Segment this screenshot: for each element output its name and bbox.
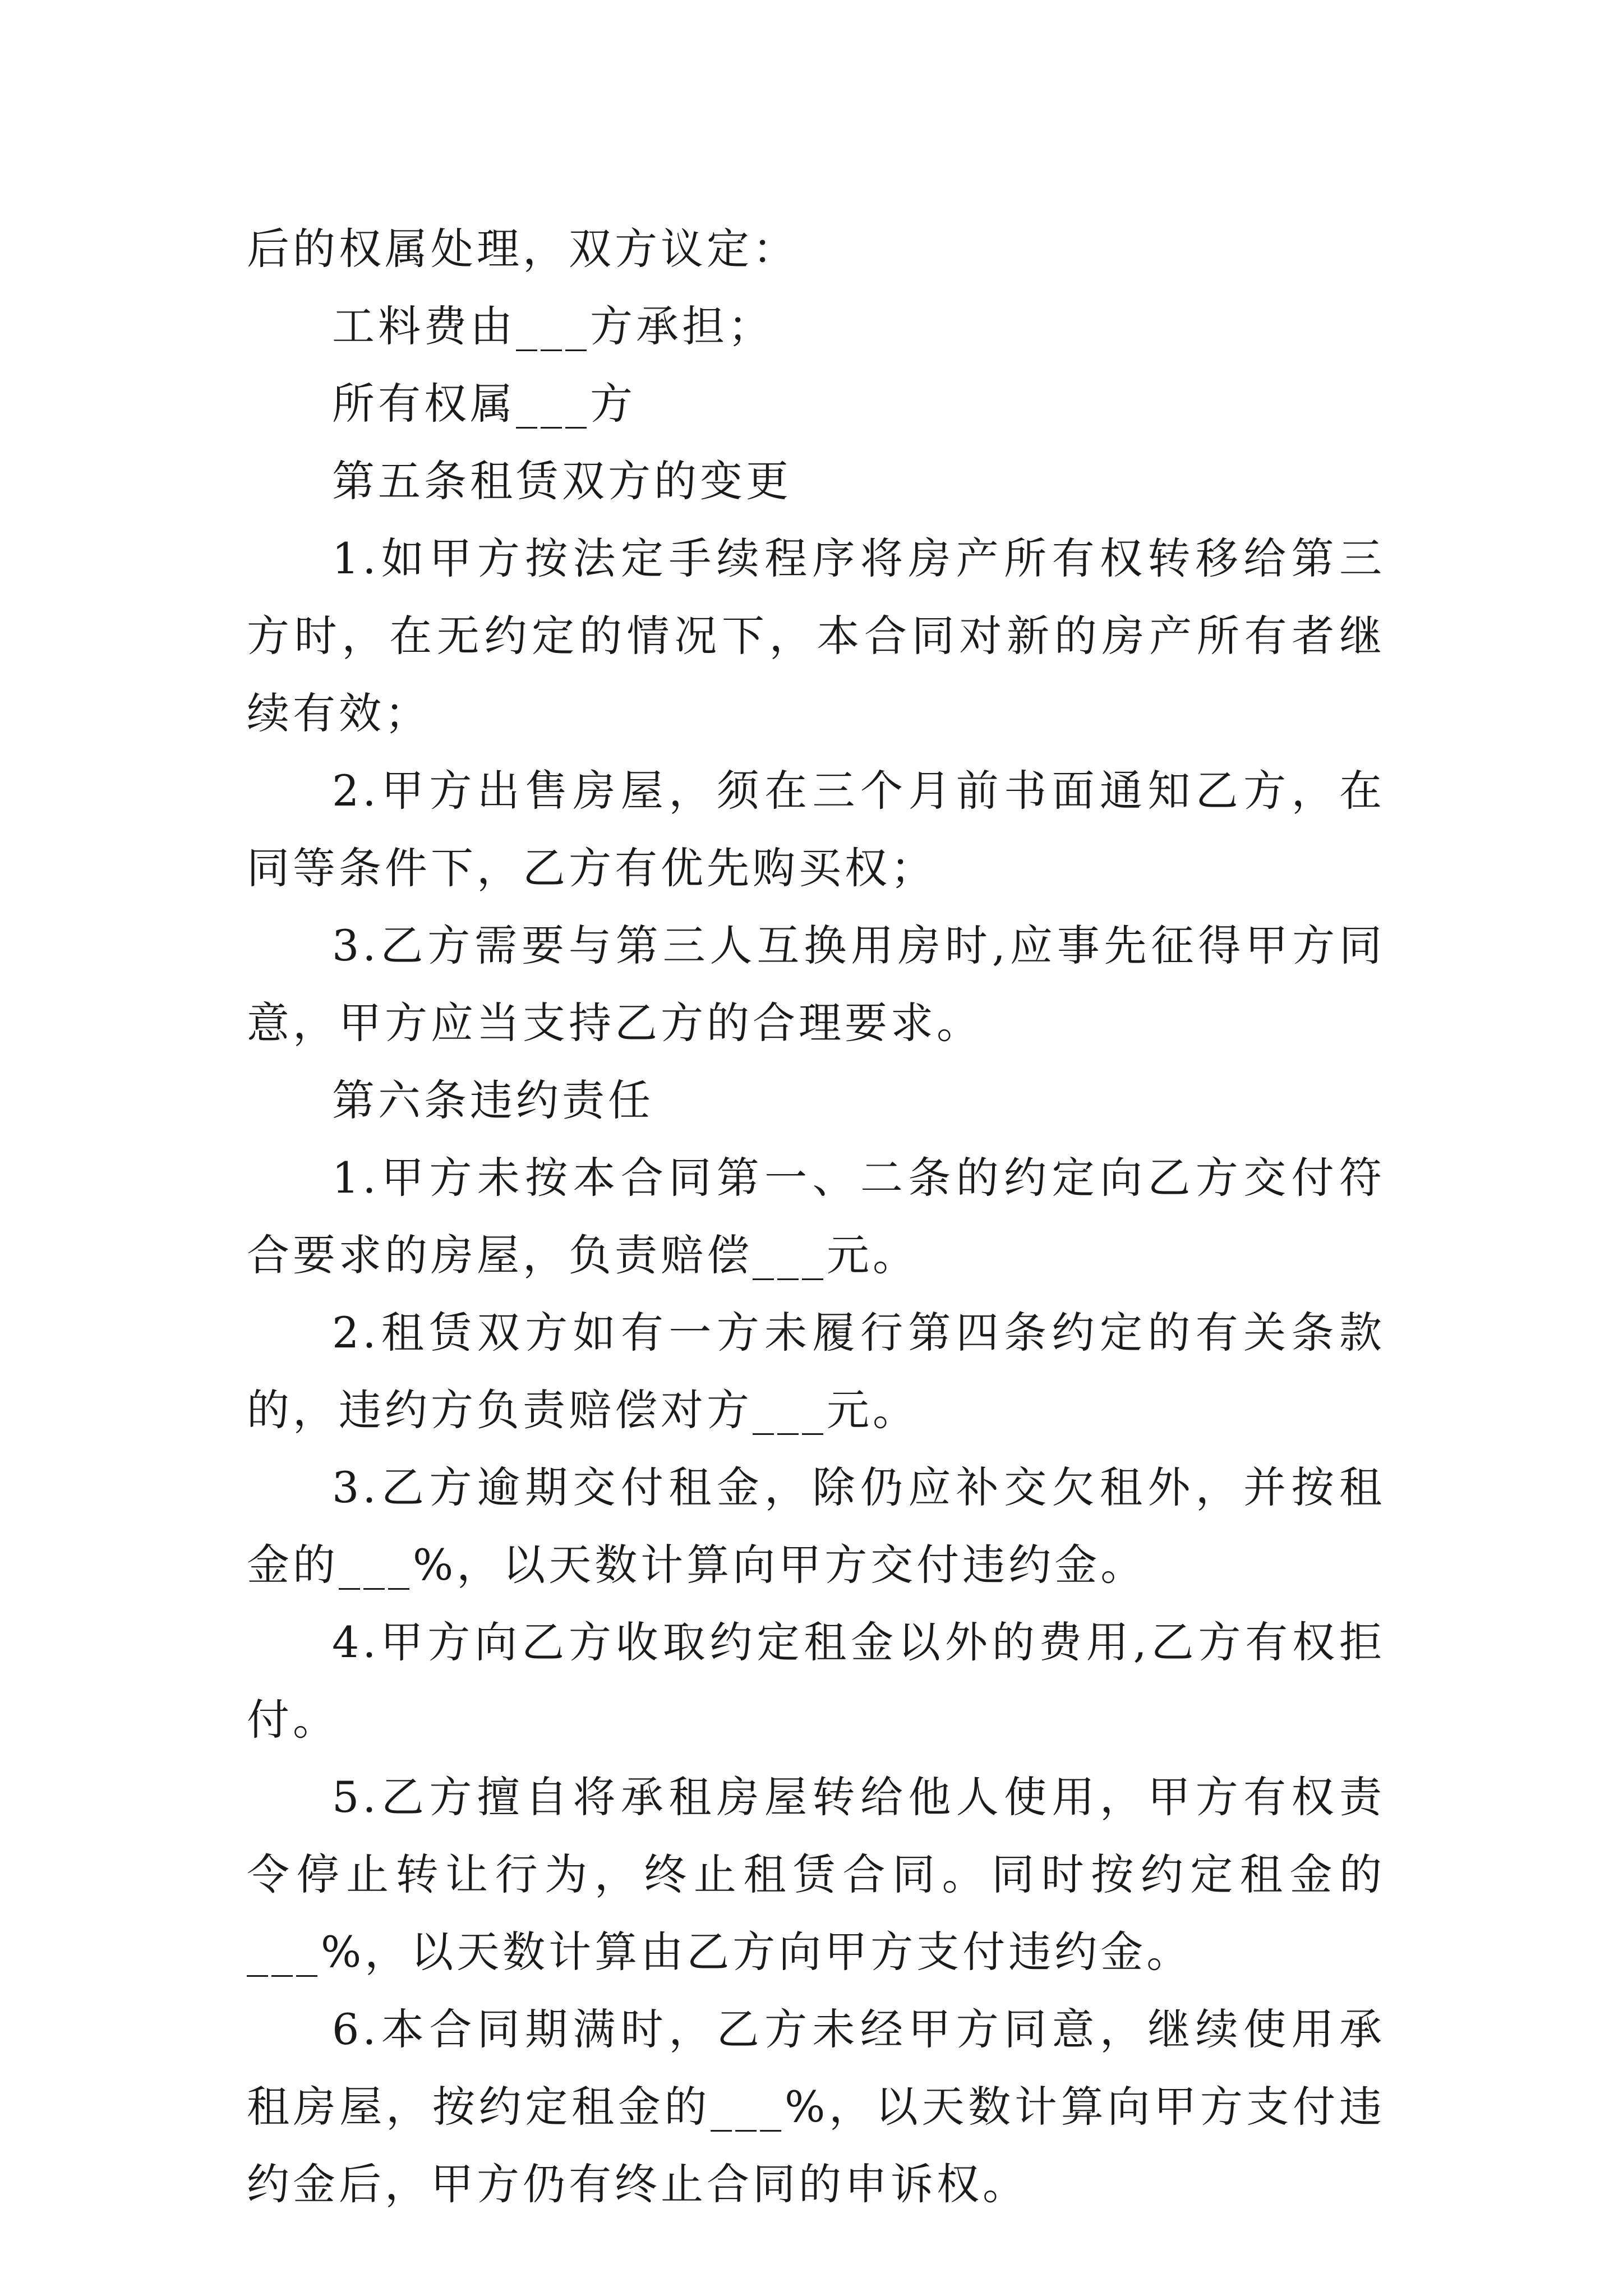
paragraph: 所有权属___方 xyxy=(332,379,636,429)
paragraph: 后的权属处理，双方议定： xyxy=(247,224,799,274)
paragraph: 3.乙方需要与第三人互换用房时,应事先征得甲方同意，甲方应当支持乙方的合理要求。 xyxy=(247,921,1385,1048)
document-body xyxy=(247,210,1385,2223)
paragraph: 2.甲方出售房屋，须在三个月前书面通知乙方，在同等条件下，乙方有优先购买权； xyxy=(247,766,1385,893)
section-heading: 第六条违约责任 xyxy=(332,1075,654,1125)
paragraph: 4.甲方向乙方收取约定租金以外的费用,乙方有权拒付。 xyxy=(247,1617,1385,1745)
paragraph: 1.如甲方按法定手续程序将房产所有权转移给第三方时，在无约定的情况下，本合同对新的房产所有者继续有效； xyxy=(247,533,1385,738)
section-heading: 第五条租赁双方的变更 xyxy=(332,456,792,506)
paragraph: 3.乙方逾期交付租金，除仍应补交欠租外，并按租金的___%，以天数计算向甲方交付违约金。 xyxy=(247,1462,1385,1590)
paragraph: 6.本合同期满时，乙方未经甲方同意，继续使用承租房屋，按约定租金的___%，以天数计算向甲方支付违约金后，甲方仍有终止合同的申诉权。 xyxy=(247,2004,1385,2209)
paragraph: 5.乙方擅自将承租房屋转给他人使用，甲方有权责令停止转让行为，终止租赁合同。同时按约定租金的___%，以天数计算由乙方向甲方支付违约金。 xyxy=(247,1772,1385,1977)
paragraph: 工料费由___方承担； xyxy=(332,301,774,351)
paragraph: 2.租赁双方如有一方未履行第四条约定的有关条款的，违约方负责赔偿对方___元。 xyxy=(247,1308,1385,1435)
paragraph: 1.甲方未按本合同第一、二条的约定向乙方交付符合要求的房屋，负责赔偿___元。 xyxy=(247,1153,1385,1280)
